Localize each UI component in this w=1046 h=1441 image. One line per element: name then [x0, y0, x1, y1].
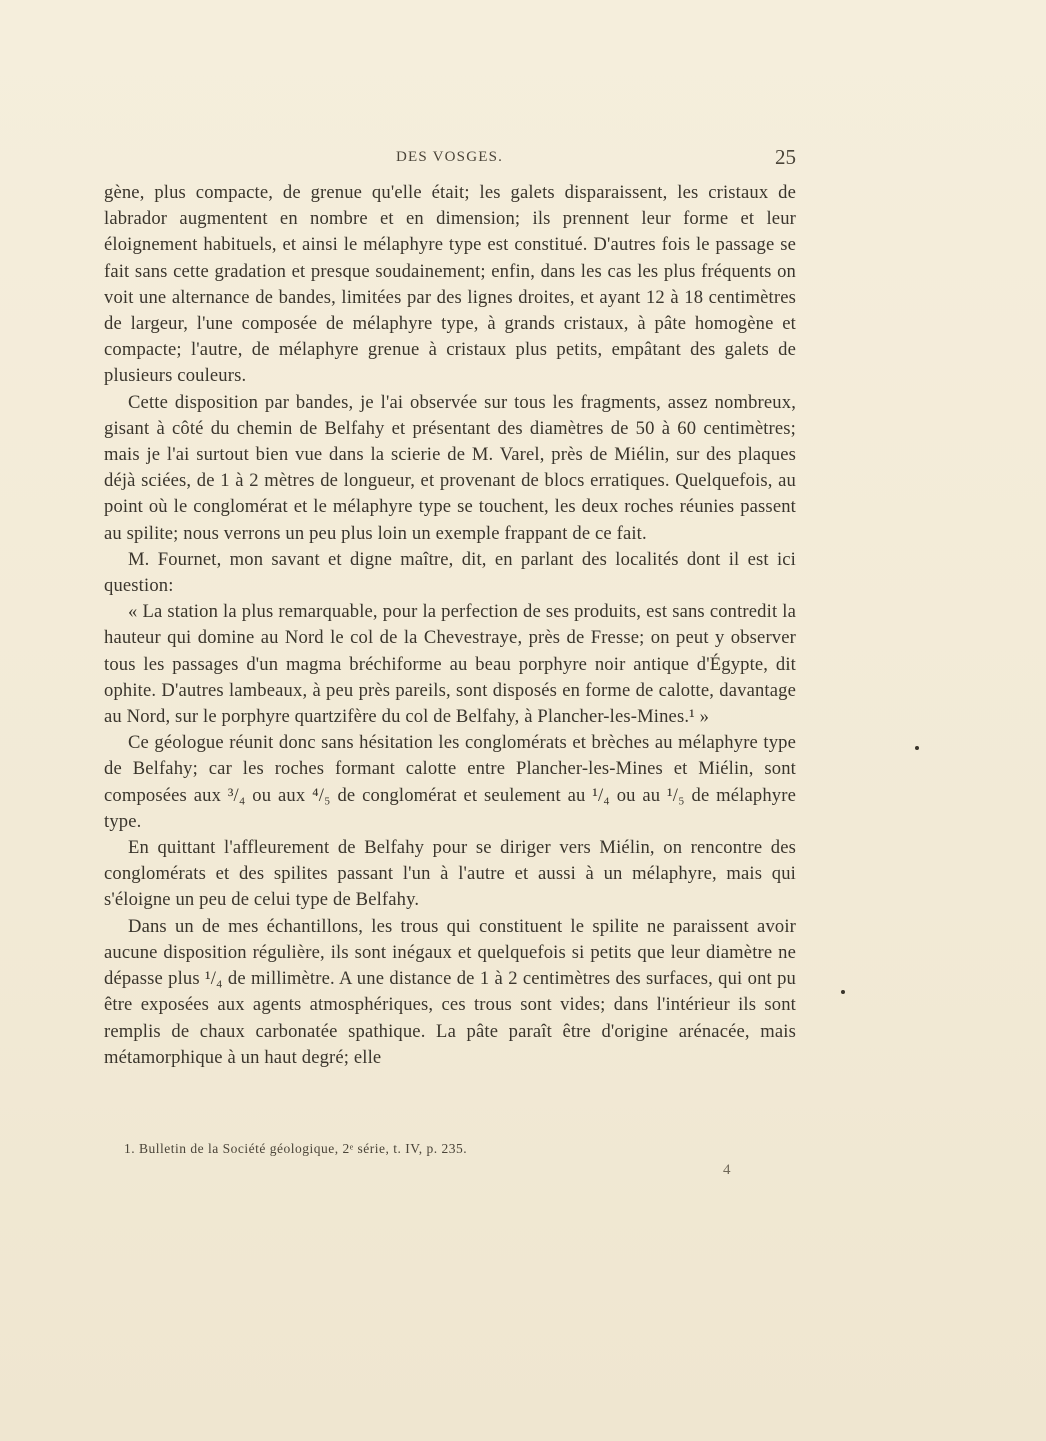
ink-speck [915, 746, 919, 750]
signature-mark: 4 [723, 1162, 731, 1178]
body-text [104, 180, 796, 1071]
paragraph-5: Ce géologue réunit donc sans hésitation les conglomérats et brèches au mélaphyre type de Belfahy; car les roches formant calotte entre Plancher-les-Mines et Miélin, sont composées aux ³/₄ ou aux ⁴/₅ de conglomérat et seulement au ¹/₄ ou au ¹/₅ de mélaphyre type. [104, 732, 796, 832]
running-head: DES VOSGES. [396, 149, 504, 165]
paragraph-2: Cette disposition par bandes, je l'ai observée sur tous les fragments, assez nombreux, gisant à côté du chemin de Belfahy et présentant des diamètres de 50 à 60 centimètres; mais je l'ai surtout bien vue dans la scierie de M. Varel, près de Miélin, sur des plaques déjà sciées, de 1 à 2 mètres de longueur, et provenant de blocs erratiques. Quelquefois, au point où le conglomérat et le mélaphyre type se touchent, les deux roches réunies passent au spilite; nous verrons un peu plus loin un exemple frappant de ce fait. [104, 391, 796, 544]
paragraph-3: M. Fournet, mon savant et digne maître, dit, en parlant des localités dont il est ici question: [104, 548, 796, 597]
paragraph-quote: « La station la plus remarquable, pour la perfection de ses produits, est sans contredit la hauteur qui domine au Nord le col de la Chevestraye, près de Fresse; on peut y observer tous les passages d'un magma bréchiforme au beau porphyre noir antique d'Égypte, dit ophite. D'autres lambeaux, à peu près pareils, sont disposés en forme de calotte, davantage au Nord, sur le porphyre quartzifère du col de Belfahy, à Plancher-les-Mines.¹ » [104, 601, 796, 728]
page-header [104, 147, 796, 171]
paragraph-7: Dans un de mes échantillons, les trous qui constituent le spilite ne paraissent avoir aucune disposition régulière, ils sont inégaux et quelquefois si petits que leur diamètre ne dépasse plus ¹/₄ de millimètre. A une distance de 1 à 2 centimètres des surfaces, qui ont pu être exposées aux agents atmosphériques, ces trous sont vides; dans l'intérieur ils sont remplis de chaux carbonatée spathique. La pâte paraît être d'origine arénacée, mais métamorphique à un haut degré; elle [104, 915, 796, 1068]
page-number: 25 [775, 145, 796, 169]
footnote: 1. Bulletin de la Société géologique, 2ᵉ série, t. IV, p. 235. [124, 1141, 468, 1156]
paragraph-6: En quittant l'affleurement de Belfahy pour se diriger vers Miélin, on rencontre des conglomérats et des spilites passant l'un à l'autre et aussi à un mélaphyre, mais qui s'éloigne un peu de celui type de Belfahy. [104, 837, 796, 911]
ink-speck [841, 990, 845, 994]
paragraph-1: gène, plus compacte, de grenue qu'elle était; les galets disparaissent, les cristaux de labrador augmentent en nombre et en dimension; ils prennent leur forme et leur éloignement habituels, et ainsi le mélaphyre type est constitué. D'autres fois le passage se fait sans cette gradation et presque soudainement; enfin, dans les cas les plus fréquents on voit une alternance de bandes, limitées par des lignes droites, et ayant 12 à 18 centimètres de largeur, l'une composée de mélaphyre type, à grands cristaux, à pâte homogène et compacte; l'autre, de mélaphyre grenue à cristaux plus petits, empâtant des galets de plusieurs couleurs. [104, 182, 796, 387]
